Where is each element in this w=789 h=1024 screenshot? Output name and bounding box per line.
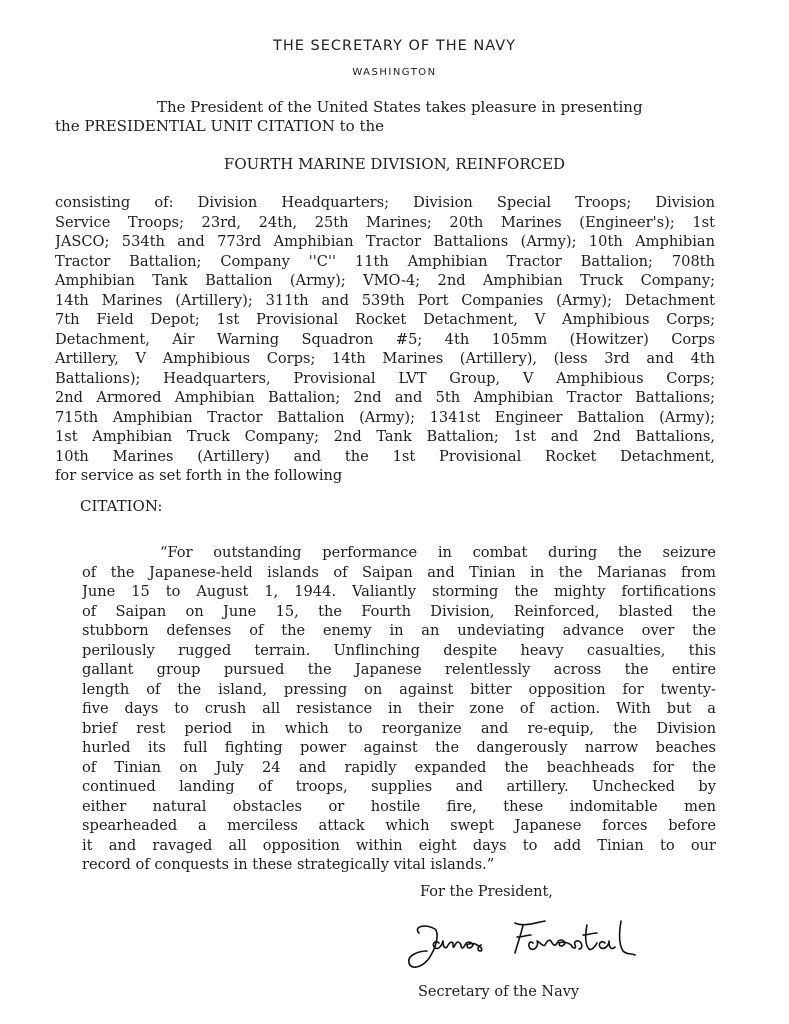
text-line: either natural obstacles or hostile fire, these indomitable men (82, 797, 716, 815)
citation-label: CITATION: (80, 497, 163, 515)
signature (405, 915, 675, 975)
text-line: 14th Marines (Artillery); 311th and 539th Port Companies (Army); Detachment (55, 291, 715, 309)
text-line: Detachment, Air Warning Squadron #5; 4th 105mm (Howitzer) Corps (55, 330, 715, 348)
closing-line: For the President, (420, 884, 553, 900)
unit-name-heading: FOURTH MARINE DIVISION, REINFORCED (223, 155, 566, 173)
text-line: record of conquests in these strategically vital islands.” (82, 856, 495, 873)
text-line: Amphibian Tank Battalion (Army); VMO-4; 2nd Amphibian Truck Company; (55, 272, 715, 289)
text-line: 2nd Armored Amphibian Battalion; 2nd and 5th Amphibian Tractor Battalions; (55, 389, 715, 406)
text-line: Service Troops; 23rd, 24th, 25th Marines; 20th Marines (Engineer's); 1st (55, 213, 715, 231)
text-line: of Saipan on June 15, the Fourth Division, Reinforced, blasted the (82, 602, 716, 620)
text-line: 715th Amphibian Tractor Battalion (Army); 1341st Engineer Battalion (Army); (55, 408, 715, 426)
text-line: 10th Marines (Artillery) and the 1st Provisional Rocket Detachment, (55, 447, 715, 465)
text-line: Tractor Battalion; Company ''C'' 11th Amphibian Tractor Battalion; 708th (55, 252, 715, 270)
signatory-title: Secretary of the Navy (418, 984, 580, 1000)
text-line: of Tinian on July 24 and rapidly expanded the beachheads for the (82, 758, 716, 776)
intro-paragraph (55, 98, 715, 136)
text-line: stubborn defenses of the enemy in an undeviating advance over the (82, 622, 716, 639)
text-line: perilously rugged terrain. Unflinching despite heavy casualties, this (82, 641, 716, 659)
text-line: consisting of: Division Headquarters; Division Special Troops; Division (55, 194, 715, 211)
text-line: hurled its full fighting power against the dangerously narrow beaches (82, 739, 716, 756)
text-line: 7th Field Depot; 1st Provisional Rocket Detachment, V Amphibious Corps; (55, 311, 715, 328)
text-line: it and ravaged all opposition within eight days to add Tinian to our (82, 836, 716, 854)
text-line: Artillery, V Amphibious Corps; 14th Marines (Artillery), (less 3rd and 4th (55, 350, 715, 367)
letterhead-title: THE SECRETARY OF THE NAVY (272, 38, 517, 54)
intro-line: the PRESIDENTIAL UNIT CITATION to the (55, 117, 385, 135)
text-line: June 15 to August 1, 1944. Valiantly storming the mighty fortifications (82, 583, 716, 600)
text-line: length of the island, pressing on against bitter opposition for twenty- (82, 680, 716, 698)
consisting-of-paragraph (55, 193, 715, 486)
text-line: Battalions); Headquarters, Provisional LVT Group, V Amphibious Corps; (55, 369, 715, 387)
text-line: gallant group pursued the Japanese relentlessly across the entire (82, 661, 716, 678)
letterhead-location: WASHINGTON (352, 67, 437, 78)
text-line: “For outstanding performance in combat during the seizure (160, 544, 716, 561)
text-line: five days to crush all resistance in their zone of action. With but a (82, 700, 716, 717)
text-line: spearheaded a merciless attack which swept Japanese forces before (82, 817, 716, 834)
text-line: brief rest period in which to reorganize and re-equip, the Division (82, 719, 716, 737)
text-line: JASCO; 534th and 773rd Amphibian Tractor Battalions (Army); 10th Amphibian (55, 233, 715, 250)
text-line: 1st Amphibian Truck Company; 2nd Tank Battalion; 1st and 2nd Battalions, (55, 428, 715, 445)
text-line: of the Japanese-held islands of Saipan and Tinian in the Marianas from (82, 563, 716, 581)
intro-line: The President of the United States takes pleasure in presenting (157, 98, 643, 116)
citation-text (82, 543, 716, 875)
text-line: for service as set forth in the following (55, 467, 343, 484)
text-line: continued landing of troops, supplies and artillery. Unchecked by (82, 778, 716, 795)
